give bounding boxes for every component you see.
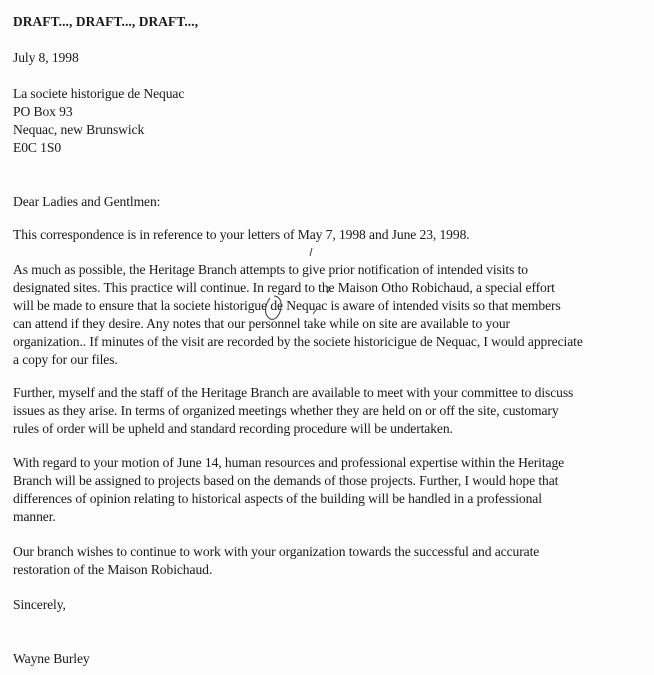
closing: Sincerely,: [13, 597, 66, 612]
draft-header: DRAFT..., DRAFT..., DRAFT...,: [13, 14, 199, 29]
paragraph-line: will be made to ensure that la societe historigue de Nequac is aware of intended visits so that members: [13, 298, 561, 313]
paragraph-line: a copy for our files.: [13, 352, 118, 367]
paragraph-line: restoration of the Maison Robichaud.: [13, 562, 213, 577]
pen-tick-mark: [310, 248, 312, 256]
paragraph-line: designated sites. This practice will continue. In regard to the Maison Otho Robichaud, a special effort: [13, 280, 555, 295]
paragraph-line: With regard to your motion of June 14, human resources and professional expertise within the Heritage: [13, 455, 565, 470]
paragraph-line: Our branch wishes to continue to work with your organization towards the successful and accurate: [13, 544, 540, 559]
signature-name: Wayne Burley: [13, 651, 90, 666]
recipient-po-box: PO Box 93: [13, 104, 73, 119]
paragraph-line: rules of order will be upheld and standard recording procedure will be undertaken.: [13, 421, 453, 436]
recipient-city: Nequac, new Brunswick: [13, 122, 145, 137]
paragraph-line: can attend if they desire. Any notes that our personnel take while on site are available to your: [13, 316, 510, 331]
paragraph-line: This correspondence is in reference to your letters of May 7, 1998 and June 23, 1998.: [13, 227, 470, 242]
paragraph-line: organization.. If minutes of the visit are recorded by the societe historicigue de Nequac, I would appreciate: [13, 334, 583, 349]
salutation: Dear Ladies and Gentlmen:: [13, 194, 161, 209]
paragraph-line: differences of opinion relating to historical aspects of the building will be handled in a professional: [13, 491, 542, 506]
paragraph-line: Further, myself and the staff of the Heritage Branch are available to meet with your committee to discuss: [13, 385, 574, 400]
recipient-postal-code: E0C 1S0: [13, 140, 62, 155]
paragraph-line: As much as possible, the Heritage Branch attempts to give prior notification of intended visits to: [13, 262, 528, 277]
paragraph-line: issues as they arise. In terms of organized meetings whether they are held on or off the site, customary: [13, 403, 559, 418]
letter-date: July 8, 1998: [13, 50, 79, 65]
recipient-name: La societe historigue de Nequac: [13, 86, 185, 101]
paragraph-line: Branch will be assigned to projects based on the demands of those projects. Further, I would hope that: [13, 473, 559, 488]
paragraph-line: manner.: [13, 509, 56, 524]
